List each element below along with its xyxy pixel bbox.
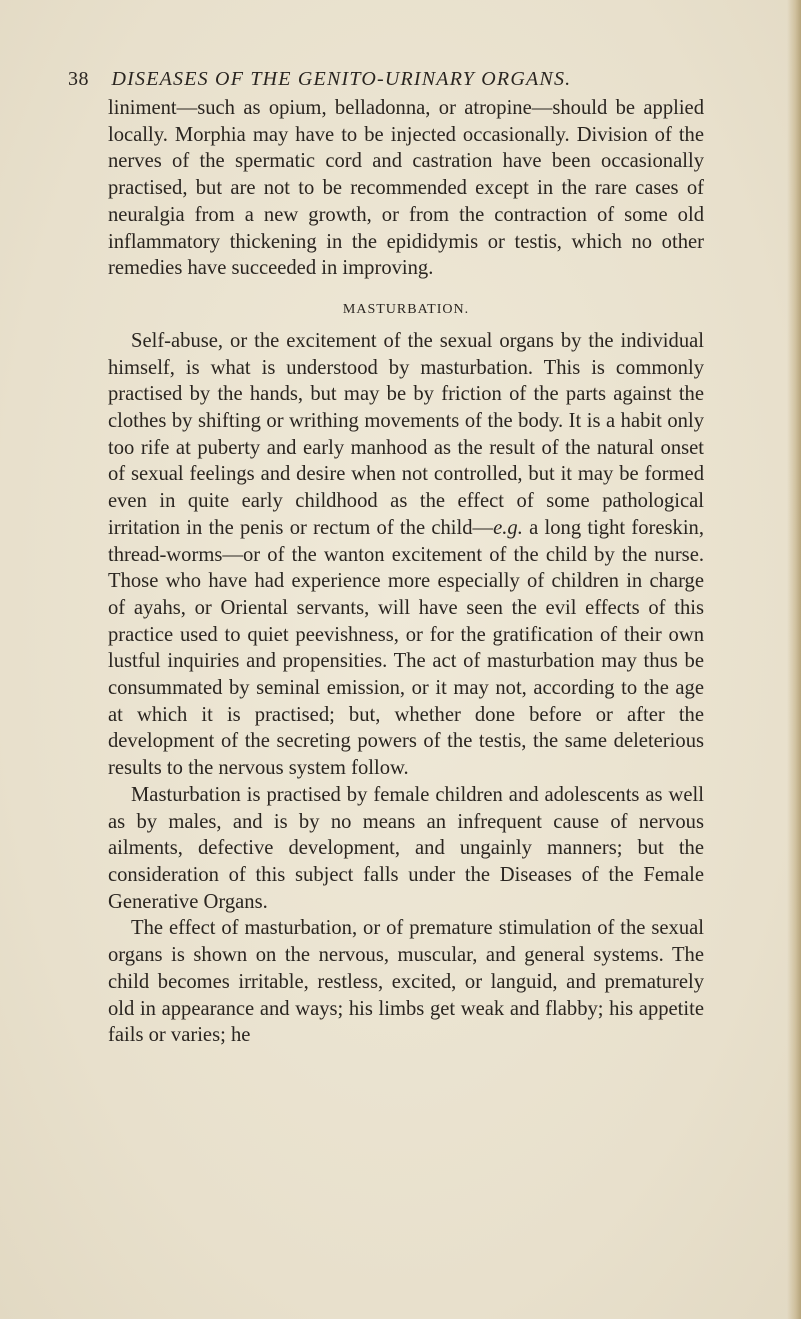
page-edge-shadow <box>787 0 801 1319</box>
paragraph-3: The effect of masturbation, or of premature stimulation of the sexual organs is shown on the nervous, muscular, and general systems. The child becomes irritable, restless, excited, or languid, and prematurely old in appearance and ways; his limbs get weak and flabby; his appetite fails or varies; he <box>108 917 704 1047</box>
paragraph-1-eg: e.g. <box>493 516 523 539</box>
section-heading: MASTURBATION. <box>342 301 470 317</box>
paragraph-1 <box>108 328 704 782</box>
page-body <box>108 95 704 1049</box>
running-header <box>68 68 748 98</box>
page-number: 38 <box>68 68 89 90</box>
paragraph-1-part-a: Self-abuse, or the excitement of the sexual organs by the individual himself, is what is understood by masturbation. This is commonly practised by the hands, but may be by friction of the parts against the clothes by shifting or writhing movements of the body. It is a habit only too rife at puberty and early manhood as the result of the natural onset of sexual feelings and desire when not controlled, but it may be formed even in quite early childhood as the effect of some pathological irritation in the penis or rectum of the child— <box>108 329 704 539</box>
paragraph-1-part-b: a long tight foreskin, thread-worms—or of the wanton excitement of the child by the nurse. Those who have had experience more especially of children in charge of ayahs, or Oriental servants, will have seen the evil effects of this practice used to quiet peevishness, or for the gratification of their own lustful inquiries and propensities. The act of masturbation may thus be consummated by seminal emission, or it may not, according to the age at which it is practised; but, whether done before or after the development of the secreting powers of the testis, the same deleterious results to the nervous system follow. <box>108 516 704 780</box>
running-title: DISEASES OF THE GENITO-URINARY ORGANS. <box>111 68 572 90</box>
continued-paragraph: liniment—such as opium, belladonna, or atropine—should be applied locally. Morphia may have to be injected occasionally. Division of the nerves of the spermatic cord and castration have been occasionally practised, but are not to be recommended except in the rare cases of neuralgia from a new growth, or from the contraction of some old inflammatory thickening in the epididymis or testis, which no other remedies have succeeded in improving. <box>108 97 704 280</box>
paragraph-2: Masturbation is practised by female children and adolescents as well as by males, and is by no means an infrequent cause of nervous ailments, defective development, and ungainly manners; but the consideration of this subject falls under the Diseases of the Female Generative Organs. <box>108 783 704 913</box>
